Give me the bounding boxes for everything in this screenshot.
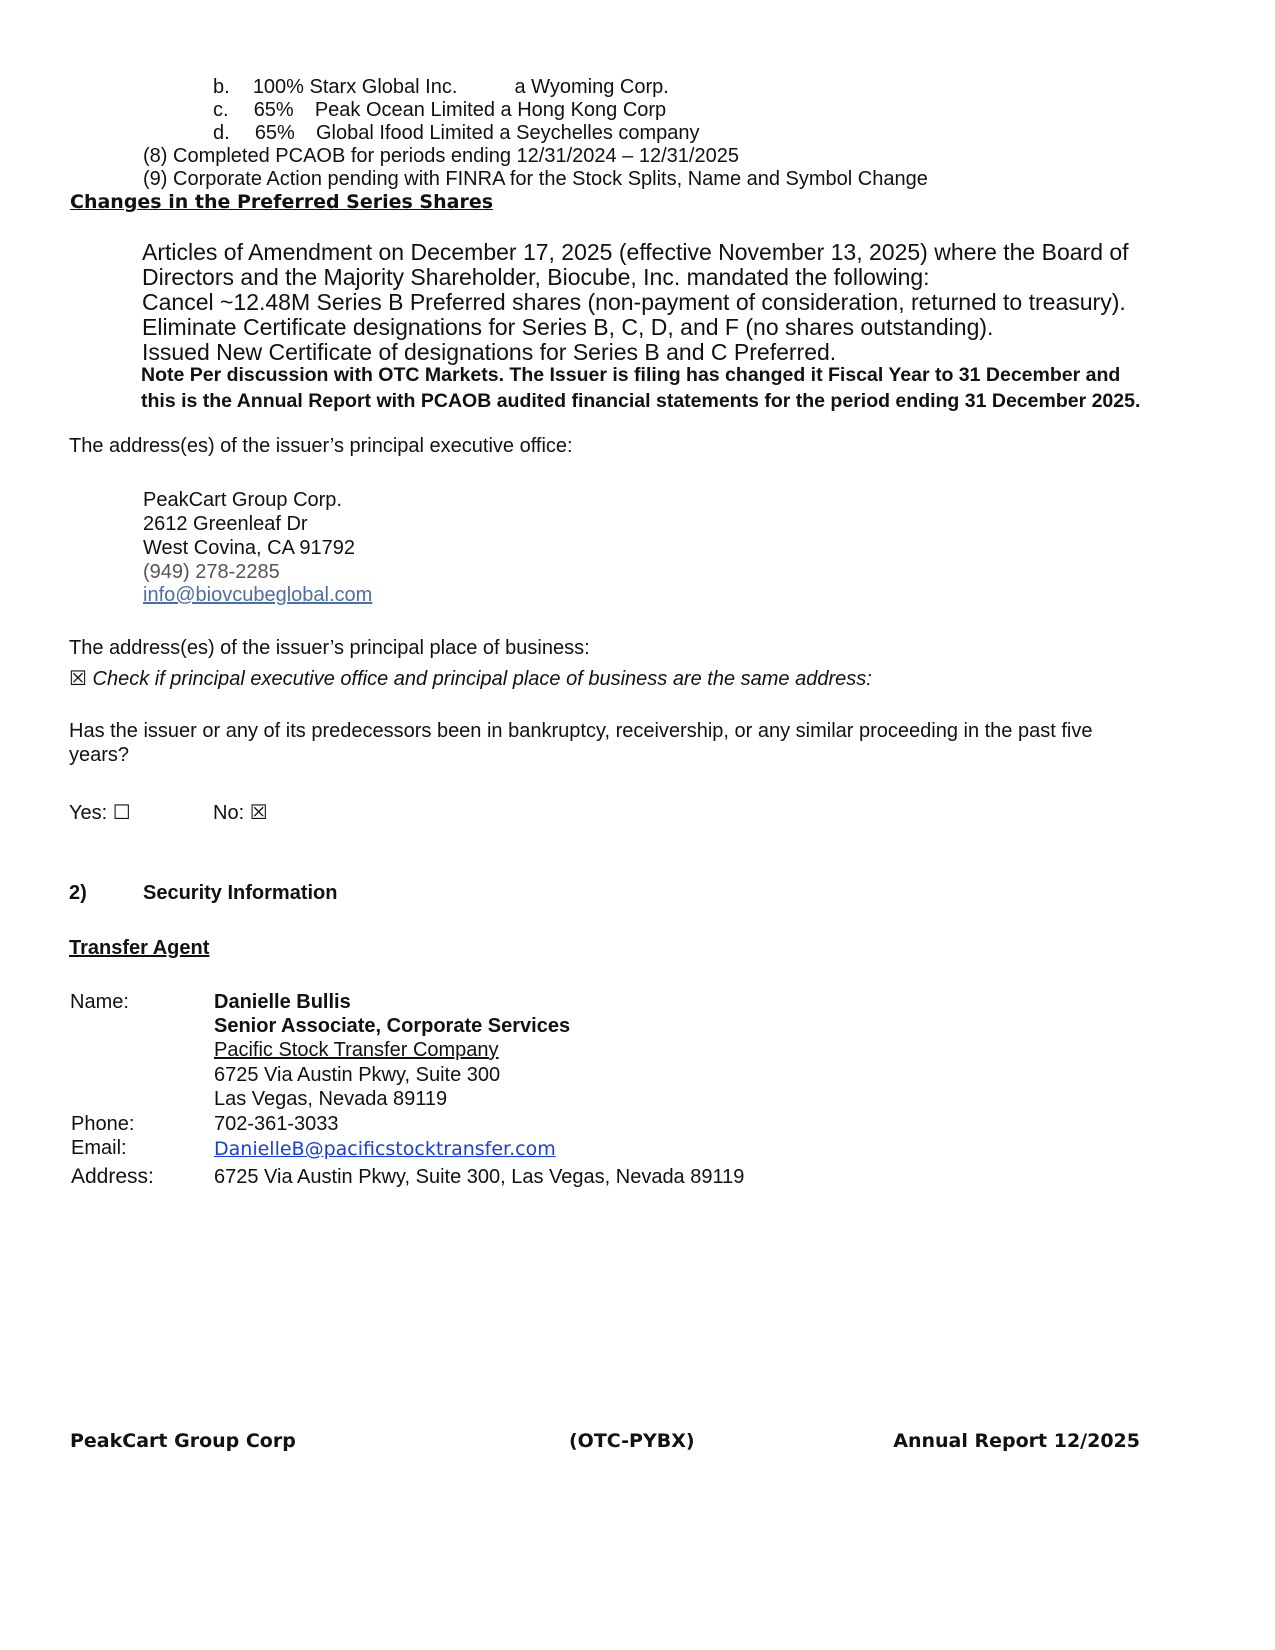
note-line: this is the Annual Report with PCAOB audited financial statements for the period ending 31 December 2025.: [141, 390, 1141, 412]
footer-ticker: (OTC-PYBX): [569, 1430, 695, 1452]
bankruptcy-question: Has the issuer or any of its predecessors been in bankruptcy, receivership, or any similar proceeding in the past five: [69, 720, 1093, 742]
section-title: Security Information: [143, 882, 338, 904]
subsidiary-percent: 65%: [254, 122, 295, 144]
exec-office-phone: (949) 278-2285: [143, 561, 280, 583]
footer-report: Annual Report 12/2025: [893, 1430, 1140, 1452]
preferred-heading: Changes in the Preferred Series Shares: [70, 191, 494, 213]
subsidiary-name: Global Ifood Limited: [315, 122, 494, 144]
name-label: Name:: [70, 991, 129, 1013]
subsidiary-item: [213, 99, 666, 122]
place-of-business-label: The address(es) of the issuer’s principal place of business:: [69, 637, 590, 659]
exec-office-company: PeakCart Group Corp.: [143, 489, 342, 511]
no-label: No:: [213, 802, 245, 824]
yes-label: Yes:: [69, 802, 108, 824]
exec-office-city: West Covina, CA 91792: [143, 537, 355, 559]
phone-label: Phone:: [71, 1113, 135, 1135]
preferred-line: Issued New Certificate of designations for Series B and C Preferred.: [142, 339, 837, 365]
subsidiary-desc: a Hong Kong Corp: [500, 99, 667, 121]
same-address-row: [69, 666, 872, 691]
exec-office-email-link[interactable]: info@biovcubeglobal.com: [143, 584, 373, 606]
numbered-item: [143, 145, 739, 168]
agent-phone: 702-361-3033: [214, 1113, 339, 1135]
same-address-text: Check if principal executive office and principal place of business are the same address:: [92, 668, 872, 690]
preferred-line: Cancel ~12.48M Series B Preferred shares (non-payment of consideration, returned to treasury).: [142, 289, 1126, 315]
agent-email-link[interactable]: DanielleB@pacificstocktransfer.com: [214, 1138, 556, 1160]
item-number: (8): [143, 145, 168, 167]
subsidiary-percent: 65%: [253, 99, 294, 121]
subsidiary-letter: b.: [213, 76, 230, 98]
note-line: Note Per discussion with OTC Markets. The Issuer is filing has changed it Fiscal Year to 31 December and: [141, 364, 1121, 386]
subsidiary-item: [213, 76, 669, 99]
bankruptcy-no: [213, 800, 268, 825]
no-checkbox[interactable]: ☒: [249, 802, 268, 824]
subsidiary-desc: a Wyoming Corp.: [514, 76, 669, 98]
subsidiary-name: Peak Ocean Limited: [314, 99, 495, 121]
footer-company: PeakCart Group Corp: [70, 1430, 296, 1452]
preferred-line: Eliminate Certificate designations for Series B, C, D, and F (no shares outstanding).: [142, 314, 994, 340]
subsidiary-letter: c.: [213, 99, 229, 121]
preferred-line: Directors and the Majority Shareholder, Biocube, Inc. mandated the following:: [142, 264, 930, 290]
exec-office-street: 2612 Greenleaf Dr: [143, 513, 308, 535]
agent-address: 6725 Via Austin Pkwy, Suite 300, Las Vegas, Nevada 89119: [214, 1166, 745, 1188]
email-label: Email:: [71, 1137, 127, 1159]
subsidiary-name: Starx Global Inc.: [309, 76, 458, 98]
agent-addr2: Las Vegas, Nevada 89119: [214, 1088, 448, 1110]
exec-office-label: The address(es) of the issuer’s principal executive office:: [69, 435, 573, 457]
subsidiary-letter: d.: [213, 122, 230, 144]
subsidiary-item: [213, 122, 700, 145]
item-number: (9): [143, 168, 168, 190]
agent-title: Senior Associate, Corporate Services: [214, 1015, 571, 1037]
bankruptcy-question-cont: years?: [69, 744, 130, 766]
agent-addr1: 6725 Via Austin Pkwy, Suite 300: [214, 1064, 501, 1086]
subsidiary-desc: a Seychelles company: [499, 122, 700, 144]
agent-name: Danielle Bullis: [214, 991, 351, 1013]
item-text: Corporate Action pending with FINRA for the Stock Splits, Name and Symbol Change: [173, 168, 928, 190]
yes-checkbox[interactable]: ☐: [112, 802, 131, 824]
address-label: Address:: [71, 1165, 154, 1188]
transfer-agent-heading: Transfer Agent: [69, 937, 210, 959]
same-address-checkbox[interactable]: ☒: [69, 668, 87, 690]
item-text: Completed PCAOB for periods ending 12/31/2024 – 12/31/2025: [173, 145, 739, 167]
subsidiary-percent: 100%: [252, 76, 304, 98]
preferred-line: Articles of Amendment on December 17, 2025 (effective November 13, 2025) where the Board of: [142, 239, 1129, 265]
bankruptcy-yes: [69, 800, 131, 825]
section-number: 2): [69, 882, 87, 904]
agent-company: Pacific Stock Transfer Company: [214, 1039, 499, 1061]
numbered-item: [143, 168, 928, 191]
